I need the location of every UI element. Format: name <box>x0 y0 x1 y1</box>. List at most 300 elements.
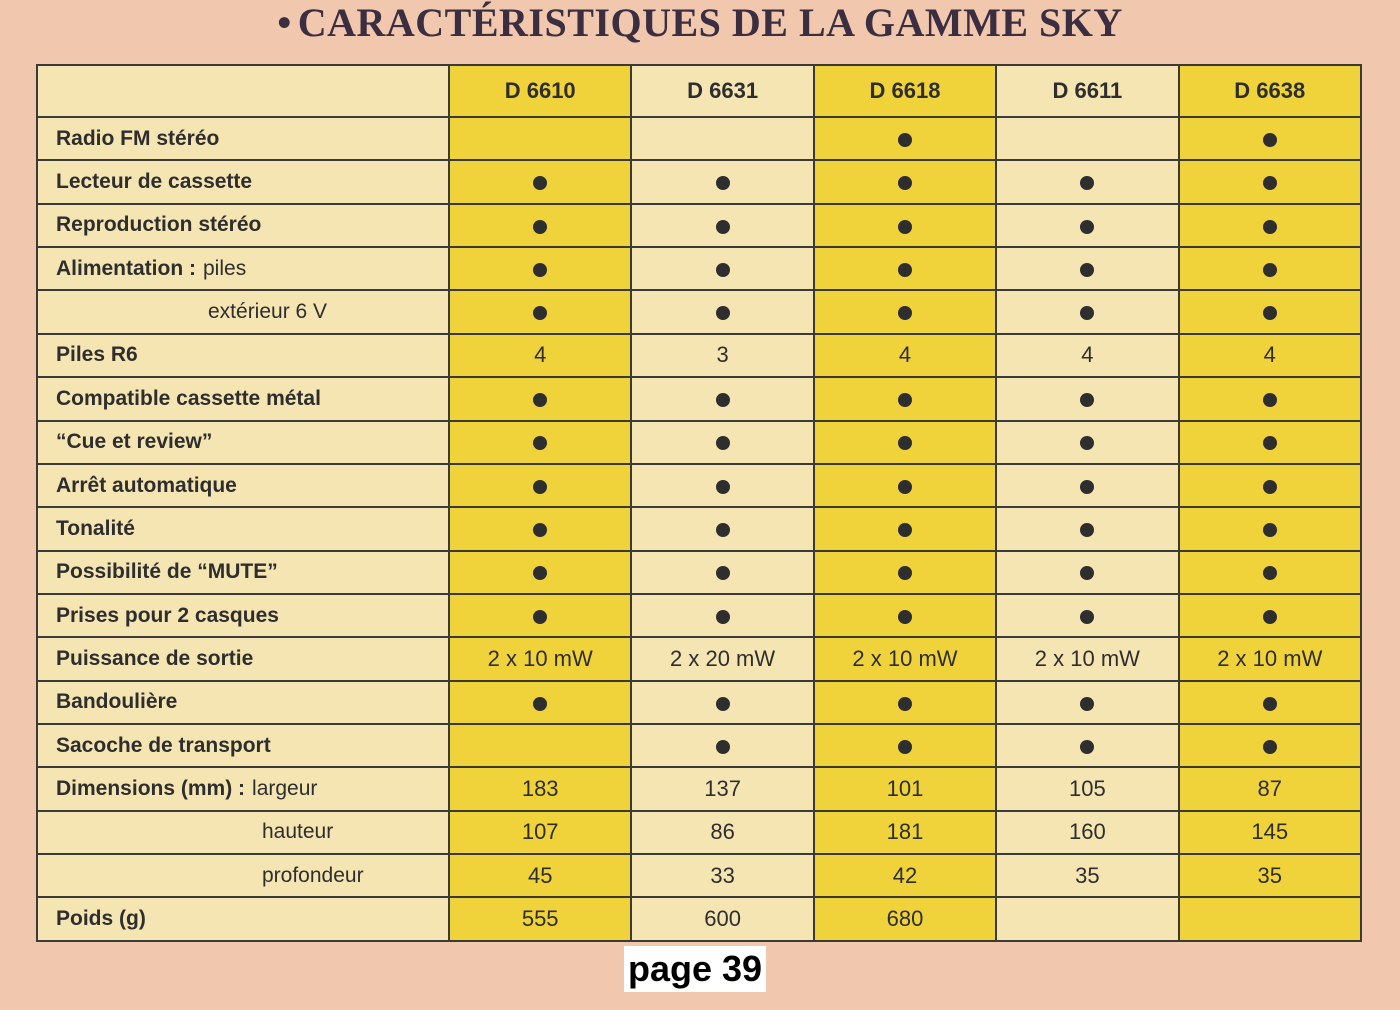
feature-dot-text <box>730 516 731 517</box>
feature-dot-text <box>912 169 913 170</box>
feature-dot-icon <box>898 697 912 711</box>
value-cell <box>631 897 813 940</box>
value-cell <box>1179 290 1361 333</box>
feature-dot-icon <box>898 566 912 580</box>
value-cell <box>996 421 1178 464</box>
feature-dot-icon <box>1263 566 1277 580</box>
feature-dot-text <box>1277 299 1278 300</box>
value-cell <box>814 767 996 810</box>
value-cell <box>631 117 813 160</box>
feature-dot-text <box>547 559 548 560</box>
feature-dot-icon <box>1263 393 1277 407</box>
feature-dot-text <box>912 733 913 734</box>
value-cell <box>814 377 996 420</box>
feature-dot-text <box>547 212 548 213</box>
feature-dot-icon <box>533 436 547 450</box>
value-cell <box>996 507 1178 550</box>
value-cell <box>1179 767 1361 810</box>
feature-dot-text <box>730 256 731 257</box>
value-cell <box>814 421 996 464</box>
value-text: 2 x 10 mW <box>1217 645 1323 671</box>
value-cell <box>449 767 631 810</box>
feature-dot-icon <box>716 740 730 754</box>
feature-dot-icon <box>1263 610 1277 624</box>
feature-dot-icon <box>716 610 730 624</box>
table-row <box>37 247 1361 290</box>
feature-dot-icon <box>898 480 912 494</box>
value-text: 2 x 20 mW <box>670 645 776 671</box>
feature-dot-text <box>912 256 913 257</box>
feature-dot-text <box>730 212 731 213</box>
value-cell <box>449 160 631 203</box>
row-label: Puissance de sortie <box>56 646 254 670</box>
row-label-cell <box>37 637 449 680</box>
row-label-cell <box>37 551 449 594</box>
header-corner-cell <box>37 65 449 117</box>
feature-dot-text <box>1277 126 1278 127</box>
feature-dot-icon <box>898 610 912 624</box>
feature-dot-text <box>730 603 731 604</box>
value-text: 107 <box>521 819 559 845</box>
model-header: D 6638 <box>1179 65 1361 117</box>
value-cell <box>1179 334 1361 377</box>
value-cell <box>631 377 813 420</box>
feature-dot-icon <box>1080 220 1094 234</box>
value-text: 4 <box>1081 342 1094 368</box>
value-cell <box>449 421 631 464</box>
value-cell <box>1179 811 1361 854</box>
value-cell <box>996 204 1178 247</box>
value-cell <box>996 247 1178 290</box>
feature-dot-text <box>912 473 913 474</box>
value-cell <box>814 854 996 897</box>
value-cell <box>449 594 631 637</box>
value-cell <box>814 464 996 507</box>
feature-dot-icon <box>1263 220 1277 234</box>
value-cell <box>814 160 996 203</box>
row-sublabel: hauteur <box>262 820 334 844</box>
value-cell <box>631 681 813 724</box>
feature-dot-text <box>1094 299 1095 300</box>
feature-dot-icon <box>1080 263 1094 277</box>
row-sublabel: extérieur 6 V <box>208 300 328 324</box>
table-row <box>37 897 1361 940</box>
feature-dot-text <box>1094 733 1095 734</box>
feature-dot-text <box>1277 429 1278 430</box>
value-cell <box>814 897 996 940</box>
value-cell <box>631 551 813 594</box>
row-label: Alimentation : <box>56 256 196 280</box>
value-text: 35 <box>1075 862 1100 888</box>
value-cell <box>449 334 631 377</box>
feature-dot-icon <box>1263 436 1277 450</box>
title-text: CARACTÉRISTIQUES DE LA GAMME SKY <box>297 0 1123 45</box>
feature-dot-text <box>912 429 913 430</box>
row-label-cell <box>37 334 449 377</box>
value-text: 45 <box>527 862 553 888</box>
row-label-cell <box>37 160 449 203</box>
feature-dot-icon <box>1080 610 1094 624</box>
feature-dot-icon <box>716 697 730 711</box>
feature-dot-icon <box>716 306 730 320</box>
feature-dot-text <box>912 299 913 300</box>
value-text: 4 <box>1263 342 1276 368</box>
value-cell <box>996 724 1178 767</box>
table-row <box>37 377 1361 420</box>
table-row <box>37 507 1361 550</box>
row-label: Prises pour 2 casques <box>56 603 279 627</box>
feature-dot-text <box>912 126 913 127</box>
feature-dot-text <box>1094 516 1095 517</box>
value-cell <box>631 811 813 854</box>
feature-dot-icon <box>1080 393 1094 407</box>
table-row <box>37 334 1361 377</box>
feature-dot-icon <box>716 566 730 580</box>
feature-dot-icon <box>1080 480 1094 494</box>
row-label-cell <box>37 854 449 897</box>
feature-dot-icon <box>1263 263 1277 277</box>
value-text: 145 <box>1251 819 1289 845</box>
value-cell <box>1179 377 1361 420</box>
feature-dot-text <box>1277 603 1278 604</box>
value-cell <box>996 160 1178 203</box>
row-label-cell <box>37 247 449 290</box>
value-cell <box>814 551 996 594</box>
value-text: 33 <box>710 862 735 888</box>
value-cell <box>1179 507 1361 550</box>
feature-dot-text <box>730 429 731 430</box>
row-sublabel: profondeur <box>262 863 364 887</box>
table-row <box>37 724 1361 767</box>
feature-dot-text <box>1277 212 1278 213</box>
feature-dot-icon <box>898 133 912 147</box>
value-cell <box>996 551 1178 594</box>
value-cell <box>1179 551 1361 594</box>
value-cell <box>631 507 813 550</box>
feature-dot-icon <box>716 176 730 190</box>
value-cell <box>814 334 996 377</box>
feature-dot-text <box>547 299 548 300</box>
value-cell <box>449 897 631 940</box>
feature-dot-icon <box>716 393 730 407</box>
value-cell <box>1179 637 1361 680</box>
feature-dot-icon <box>1263 740 1277 754</box>
page-number-label: page 39 <box>624 946 766 992</box>
feature-dot-icon <box>1080 740 1094 754</box>
feature-dot-text <box>912 386 913 387</box>
value-text: 2 x 10 mW <box>1034 645 1140 671</box>
feature-dot-text <box>547 689 548 690</box>
value-text: 42 <box>892 862 918 888</box>
table-row <box>37 854 1361 897</box>
feature-dot-icon <box>1263 133 1277 147</box>
value-cell <box>814 507 996 550</box>
value-cell <box>631 334 813 377</box>
row-label: Possibilité de “MUTE” <box>56 560 278 584</box>
value-cell <box>814 247 996 290</box>
value-text: 680 <box>886 906 924 932</box>
value-cell <box>1179 247 1361 290</box>
row-label-cell <box>37 290 449 333</box>
value-cell <box>449 811 631 854</box>
row-label-cell <box>37 117 449 160</box>
feature-dot-icon <box>1080 697 1094 711</box>
value-text: 160 <box>1069 819 1106 845</box>
row-label: Sacoche de transport <box>56 733 271 757</box>
table-row <box>37 767 1361 810</box>
feature-dot-text <box>1094 386 1095 387</box>
feature-dot-text <box>730 473 731 474</box>
value-cell <box>1179 421 1361 464</box>
model-header: D 6631 <box>631 65 813 117</box>
feature-dot-text <box>912 212 913 213</box>
value-cell <box>449 507 631 550</box>
value-cell <box>449 377 631 420</box>
feature-dot-text <box>547 256 548 257</box>
value-cell <box>631 594 813 637</box>
value-cell <box>631 854 813 897</box>
row-label-cell <box>37 204 449 247</box>
row-label: Piles R6 <box>56 343 138 367</box>
value-cell <box>631 160 813 203</box>
value-cell <box>449 681 631 724</box>
value-text: 2 x 10 mW <box>852 645 958 671</box>
value-text: 4 <box>898 342 912 368</box>
value-cell <box>449 117 631 160</box>
value-cell <box>1179 897 1361 940</box>
value-cell <box>449 204 631 247</box>
feature-dot-icon <box>898 306 912 320</box>
feature-dot-icon <box>898 523 912 537</box>
feature-dot-text <box>1277 169 1278 170</box>
value-cell <box>1179 204 1361 247</box>
value-cell <box>996 290 1178 333</box>
table-row <box>37 594 1361 637</box>
value-cell <box>1179 117 1361 160</box>
row-label-cell <box>37 464 449 507</box>
value-text: 86 <box>710 819 735 845</box>
value-cell <box>996 464 1178 507</box>
row-label-cell <box>37 724 449 767</box>
value-cell <box>996 117 1178 160</box>
row-label: Dimensions (mm) : <box>56 777 246 801</box>
value-cell <box>631 421 813 464</box>
feature-dot-text <box>1094 473 1095 474</box>
value-cell <box>1179 854 1361 897</box>
feature-dot-icon <box>1080 176 1094 190</box>
value-text: 105 <box>1069 776 1106 802</box>
feature-dot-icon <box>898 220 912 234</box>
feature-dot-text <box>730 559 731 560</box>
value-cell <box>996 854 1178 897</box>
feature-dot-text <box>1277 386 1278 387</box>
row-label: Radio FM stéréo <box>56 126 220 150</box>
row-label-cell <box>37 377 449 420</box>
feature-dot-text <box>1277 516 1278 517</box>
feature-dot-text <box>1094 429 1095 430</box>
value-cell <box>814 724 996 767</box>
row-sublabel: piles <box>203 256 247 280</box>
feature-dot-text <box>547 473 548 474</box>
table-row <box>37 290 1361 333</box>
value-cell <box>1179 724 1361 767</box>
feature-dot-icon <box>1263 306 1277 320</box>
row-label-cell <box>37 594 449 637</box>
value-text: 181 <box>886 819 924 845</box>
feature-dot-text <box>1277 689 1278 690</box>
feature-dot-icon <box>898 176 912 190</box>
value-cell <box>449 724 631 767</box>
row-label: Compatible cassette métal <box>56 386 321 410</box>
feature-dot-icon <box>716 480 730 494</box>
feature-dot-icon <box>533 220 547 234</box>
value-cell <box>814 290 996 333</box>
value-text: 183 <box>521 776 559 802</box>
value-text: 600 <box>704 906 741 932</box>
table-row <box>37 637 1361 680</box>
feature-dot-text <box>1277 473 1278 474</box>
feature-dot-text <box>730 299 731 300</box>
row-label-cell <box>37 897 449 940</box>
feature-dot-icon <box>1263 480 1277 494</box>
feature-dot-icon <box>898 393 912 407</box>
feature-dot-icon <box>533 393 547 407</box>
row-label-cell <box>37 421 449 464</box>
value-cell <box>996 767 1178 810</box>
table-row <box>37 117 1361 160</box>
feature-dot-icon <box>716 263 730 277</box>
value-cell <box>814 637 996 680</box>
feature-dot-text <box>1094 256 1095 257</box>
value-cell <box>1179 464 1361 507</box>
specifications-table <box>36 64 1362 942</box>
value-text: 101 <box>886 776 924 802</box>
table-row <box>37 160 1361 203</box>
feature-dot-icon <box>716 436 730 450</box>
feature-dot-text <box>912 559 913 560</box>
value-cell <box>996 334 1178 377</box>
value-cell <box>449 247 631 290</box>
value-text: 87 <box>1257 776 1283 802</box>
row-label-cell <box>37 681 449 724</box>
feature-dot-icon <box>1080 523 1094 537</box>
table-row <box>37 681 1361 724</box>
feature-dot-icon <box>533 610 547 624</box>
feature-dot-icon <box>1263 176 1277 190</box>
value-cell <box>449 854 631 897</box>
value-cell <box>1179 681 1361 724</box>
value-cell <box>996 681 1178 724</box>
value-text: 4 <box>534 342 547 368</box>
feature-dot-text <box>547 429 548 430</box>
feature-dot-icon <box>898 436 912 450</box>
row-label: Tonalité <box>56 516 135 540</box>
value-text: 555 <box>521 906 559 932</box>
feature-dot-text <box>1094 559 1095 560</box>
feature-dot-text <box>1277 559 1278 560</box>
feature-dot-text <box>1094 212 1095 213</box>
feature-dot-icon <box>1263 523 1277 537</box>
row-sublabel: largeur <box>252 777 318 801</box>
value-cell <box>631 464 813 507</box>
feature-dot-text <box>547 386 548 387</box>
value-cell <box>814 811 996 854</box>
value-cell <box>814 204 996 247</box>
feature-dot-icon <box>533 697 547 711</box>
value-cell <box>449 637 631 680</box>
row-label: “Cue et review” <box>56 430 213 454</box>
feature-dot-text <box>1277 733 1278 734</box>
feature-dot-icon <box>1263 697 1277 711</box>
table-row <box>37 464 1361 507</box>
feature-dot-icon <box>533 263 547 277</box>
value-cell <box>814 594 996 637</box>
value-cell <box>996 811 1178 854</box>
page-title <box>0 0 1400 46</box>
feature-dot-icon <box>716 523 730 537</box>
value-cell <box>996 594 1178 637</box>
feature-dot-text <box>547 603 548 604</box>
value-cell <box>814 681 996 724</box>
feature-dot-text <box>1277 256 1278 257</box>
value-cell <box>631 724 813 767</box>
feature-dot-text <box>730 733 731 734</box>
feature-dot-icon <box>533 566 547 580</box>
table-row <box>37 551 1361 594</box>
feature-dot-icon <box>1080 566 1094 580</box>
value-text: 2 x 10 mW <box>487 645 593 671</box>
feature-dot-text <box>912 603 913 604</box>
value-cell <box>631 767 813 810</box>
feature-dot-text <box>547 169 548 170</box>
model-header: D 6618 <box>814 65 996 117</box>
feature-dot-icon <box>898 740 912 754</box>
value-cell <box>449 290 631 333</box>
value-cell <box>1179 160 1361 203</box>
row-label: Bandoulière <box>56 690 178 714</box>
feature-dot-text <box>1094 603 1095 604</box>
feature-dot-icon <box>898 263 912 277</box>
feature-dot-icon <box>716 220 730 234</box>
feature-dot-text <box>730 386 731 387</box>
feature-dot-text <box>912 689 913 690</box>
header-row <box>37 65 1361 117</box>
value-text: 3 <box>716 342 729 368</box>
row-label-cell <box>37 811 449 854</box>
table-row <box>37 204 1361 247</box>
feature-dot-icon <box>1080 306 1094 320</box>
row-label-cell <box>37 767 449 810</box>
table-row <box>37 421 1361 464</box>
value-cell <box>631 637 813 680</box>
feature-dot-text <box>730 689 731 690</box>
value-cell <box>631 290 813 333</box>
row-label: Arrêt automatique <box>56 473 237 497</box>
value-cell <box>996 377 1178 420</box>
value-cell <box>1179 594 1361 637</box>
row-label: Lecteur de cassette <box>56 170 253 194</box>
model-header: D 6611 <box>996 65 1178 117</box>
row-label-cell <box>37 507 449 550</box>
value-cell <box>814 117 996 160</box>
feature-dot-icon <box>533 480 547 494</box>
row-label: Poids (g) <box>56 907 146 931</box>
feature-dot-text <box>547 516 548 517</box>
feature-dot-icon <box>533 306 547 320</box>
feature-dot-icon <box>533 523 547 537</box>
value-cell <box>996 897 1178 940</box>
value-cell <box>996 637 1178 680</box>
